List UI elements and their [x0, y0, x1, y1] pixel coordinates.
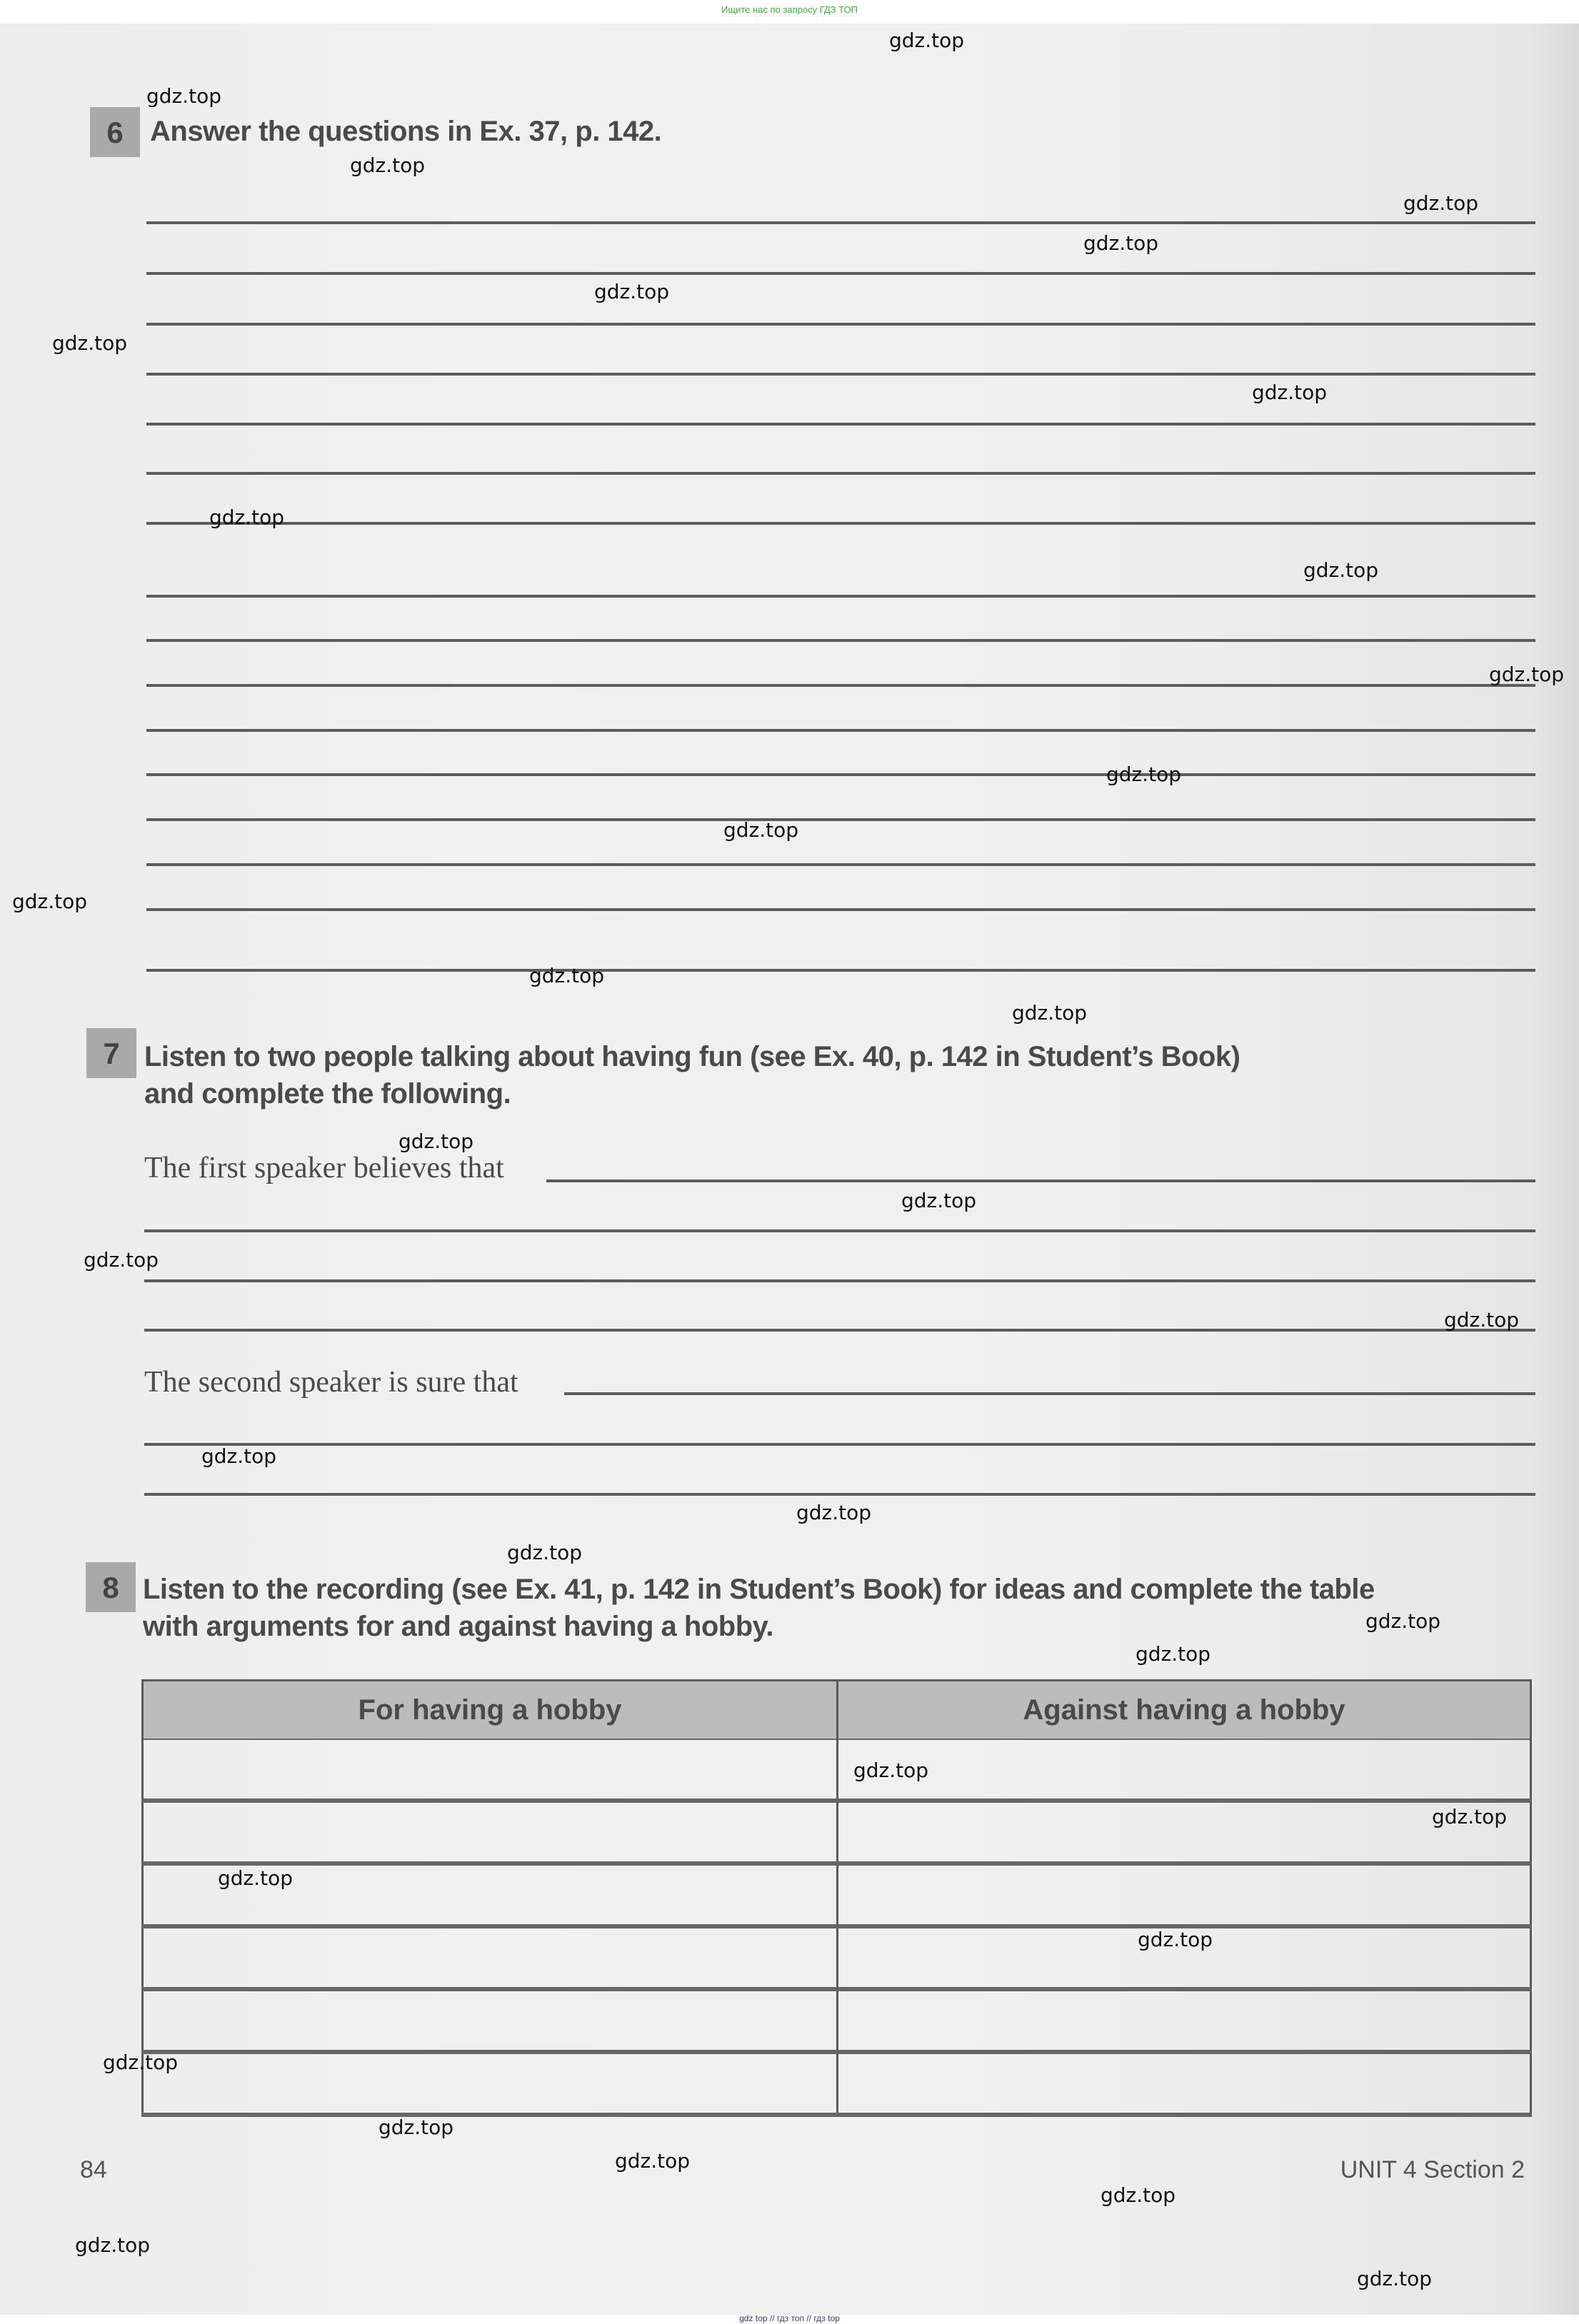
watermark: gdz.top: [889, 29, 965, 52]
table-row: [143, 1926, 1531, 1989]
answer-line[interactable]: [144, 1443, 1535, 1446]
against-cell[interactable]: [838, 1863, 1531, 1926]
watermark: gdz.top: [103, 2051, 179, 2074]
for-cell[interactable]: [143, 2052, 838, 2115]
watermark: gdz.top: [1357, 2267, 1433, 2290]
watermark: gdz.top: [146, 84, 222, 108]
answer-line[interactable]: [146, 323, 1535, 326]
answer-line[interactable]: [146, 639, 1535, 642]
watermark: gdz.top: [398, 1130, 474, 1153]
bottom-banner: [0, 2315, 1579, 2324]
answer-line[interactable]: [146, 522, 1535, 525]
against-cell[interactable]: [838, 1801, 1531, 1863]
exercise-7-title-line1: Listen to two people talking about having fun (see Ex. 40, p. 142 in Student’s Book): [144, 1041, 1240, 1072]
answer-line[interactable]: [146, 221, 1535, 224]
answer-line[interactable]: [146, 423, 1535, 426]
answer-line[interactable]: [564, 1392, 1535, 1395]
against-cell[interactable]: [838, 2052, 1531, 2115]
top-banner: [0, 0, 1579, 24]
watermark: gdz.top: [1106, 763, 1182, 786]
against-cell[interactable]: [838, 1739, 1531, 1801]
answer-line[interactable]: [146, 472, 1535, 475]
watermark: gdz.top: [1136, 1642, 1211, 1666]
answer-line[interactable]: [144, 1229, 1535, 1232]
answer-line[interactable]: [146, 729, 1535, 732]
hobby-arguments-table: [141, 1679, 1532, 2117]
exercise-8-number: 8: [86, 1562, 136, 1612]
exercise-7-number: 7: [86, 1028, 136, 1078]
second-speaker-prompt: The second speaker is sure that: [144, 1366, 518, 1399]
answer-line[interactable]: [144, 1329, 1535, 1332]
watermark: gdz.top: [1365, 1609, 1441, 1633]
answer-line[interactable]: [146, 863, 1535, 866]
watermark: gdz.top: [1101, 2183, 1176, 2207]
watermark: gdz.top: [507, 1541, 583, 1564]
watermark: gdz.top: [1432, 1805, 1508, 1828]
answer-line[interactable]: [146, 595, 1535, 598]
header-for: For having a hobby: [143, 1681, 838, 1740]
table-row: [143, 1739, 1531, 1801]
watermark: gdz.top: [1083, 231, 1159, 255]
table-row: [143, 1863, 1531, 1926]
watermark: gdz.top: [218, 1866, 294, 1890]
watermark: gdz.top: [209, 505, 285, 529]
watermark: gdz.top: [796, 1501, 872, 1524]
watermark: gdz.top: [379, 2116, 454, 2139]
for-cell[interactable]: [143, 1801, 838, 1863]
watermark: gdz.top: [52, 331, 128, 355]
answer-line[interactable]: [144, 1279, 1535, 1282]
answer-line[interactable]: [146, 272, 1535, 275]
watermark: gdz.top: [201, 1444, 277, 1468]
against-cell[interactable]: [838, 1989, 1531, 2052]
page-number: 84: [80, 2156, 107, 2183]
answer-line[interactable]: [146, 908, 1535, 911]
section-label: UNIT 4 Section 2: [1340, 2156, 1525, 2183]
table-row: [143, 2052, 1531, 2115]
exercise-6-number: 6: [90, 107, 140, 157]
watermark: gdz.top: [1012, 1001, 1088, 1025]
watermark: gdz.top: [1403, 191, 1479, 215]
watermark: gdz.top: [853, 1759, 929, 1782]
answer-line[interactable]: [146, 773, 1535, 776]
bottom-banner-text[interactable]: gdz top // гдз топ // гдз top: [739, 2313, 840, 2323]
exercise-6-title: Answer the questions in Ex. 37, p. 142.: [150, 116, 662, 147]
first-speaker-prompt: The first speaker believes that: [144, 1152, 504, 1184]
watermark: gdz.top: [723, 818, 799, 842]
for-cell[interactable]: [143, 1989, 838, 2052]
answer-line[interactable]: [146, 373, 1535, 376]
watermark: gdz.top: [1252, 381, 1328, 404]
exercise-7-title-line2: and complete the following.: [144, 1078, 511, 1110]
table-row: [143, 1989, 1531, 2052]
watermark: gdz.top: [75, 2233, 151, 2257]
header-against: Against having a hobby: [838, 1681, 1531, 1740]
watermark: gdz.top: [1489, 663, 1565, 686]
watermark: gdz.top: [84, 1248, 159, 1272]
watermark: gdz.top: [529, 964, 605, 987]
watermark: gdz.top: [615, 2149, 691, 2173]
exercise-8-title-line1: Listen to the recording (see Ex. 41, p. 142 in Student’s Book) for ideas and complete the table: [143, 1574, 1375, 1605]
answer-line[interactable]: [146, 684, 1535, 687]
answer-line[interactable]: [144, 1493, 1535, 1496]
for-cell[interactable]: [143, 1926, 838, 1989]
watermark: gdz.top: [12, 890, 88, 913]
watermark: gdz.top: [350, 154, 426, 177]
table-row: [143, 1801, 1531, 1863]
answer-line[interactable]: [146, 969, 1535, 972]
watermark: gdz.top: [1138, 1928, 1213, 1951]
answer-line[interactable]: [546, 1179, 1535, 1182]
watermark: gdz.top: [594, 280, 670, 303]
watermark: gdz.top: [1444, 1308, 1520, 1332]
answer-line[interactable]: [146, 818, 1535, 821]
for-cell[interactable]: [143, 1739, 838, 1801]
watermark: gdz.top: [901, 1189, 977, 1212]
exercise-8-title-line2: with arguments for and against having a hobby.: [143, 1611, 774, 1642]
watermark: gdz.top: [1303, 558, 1379, 582]
top-banner-text[interactable]: Ищите нас по запросу ГДЗ ТОП: [721, 4, 858, 15]
